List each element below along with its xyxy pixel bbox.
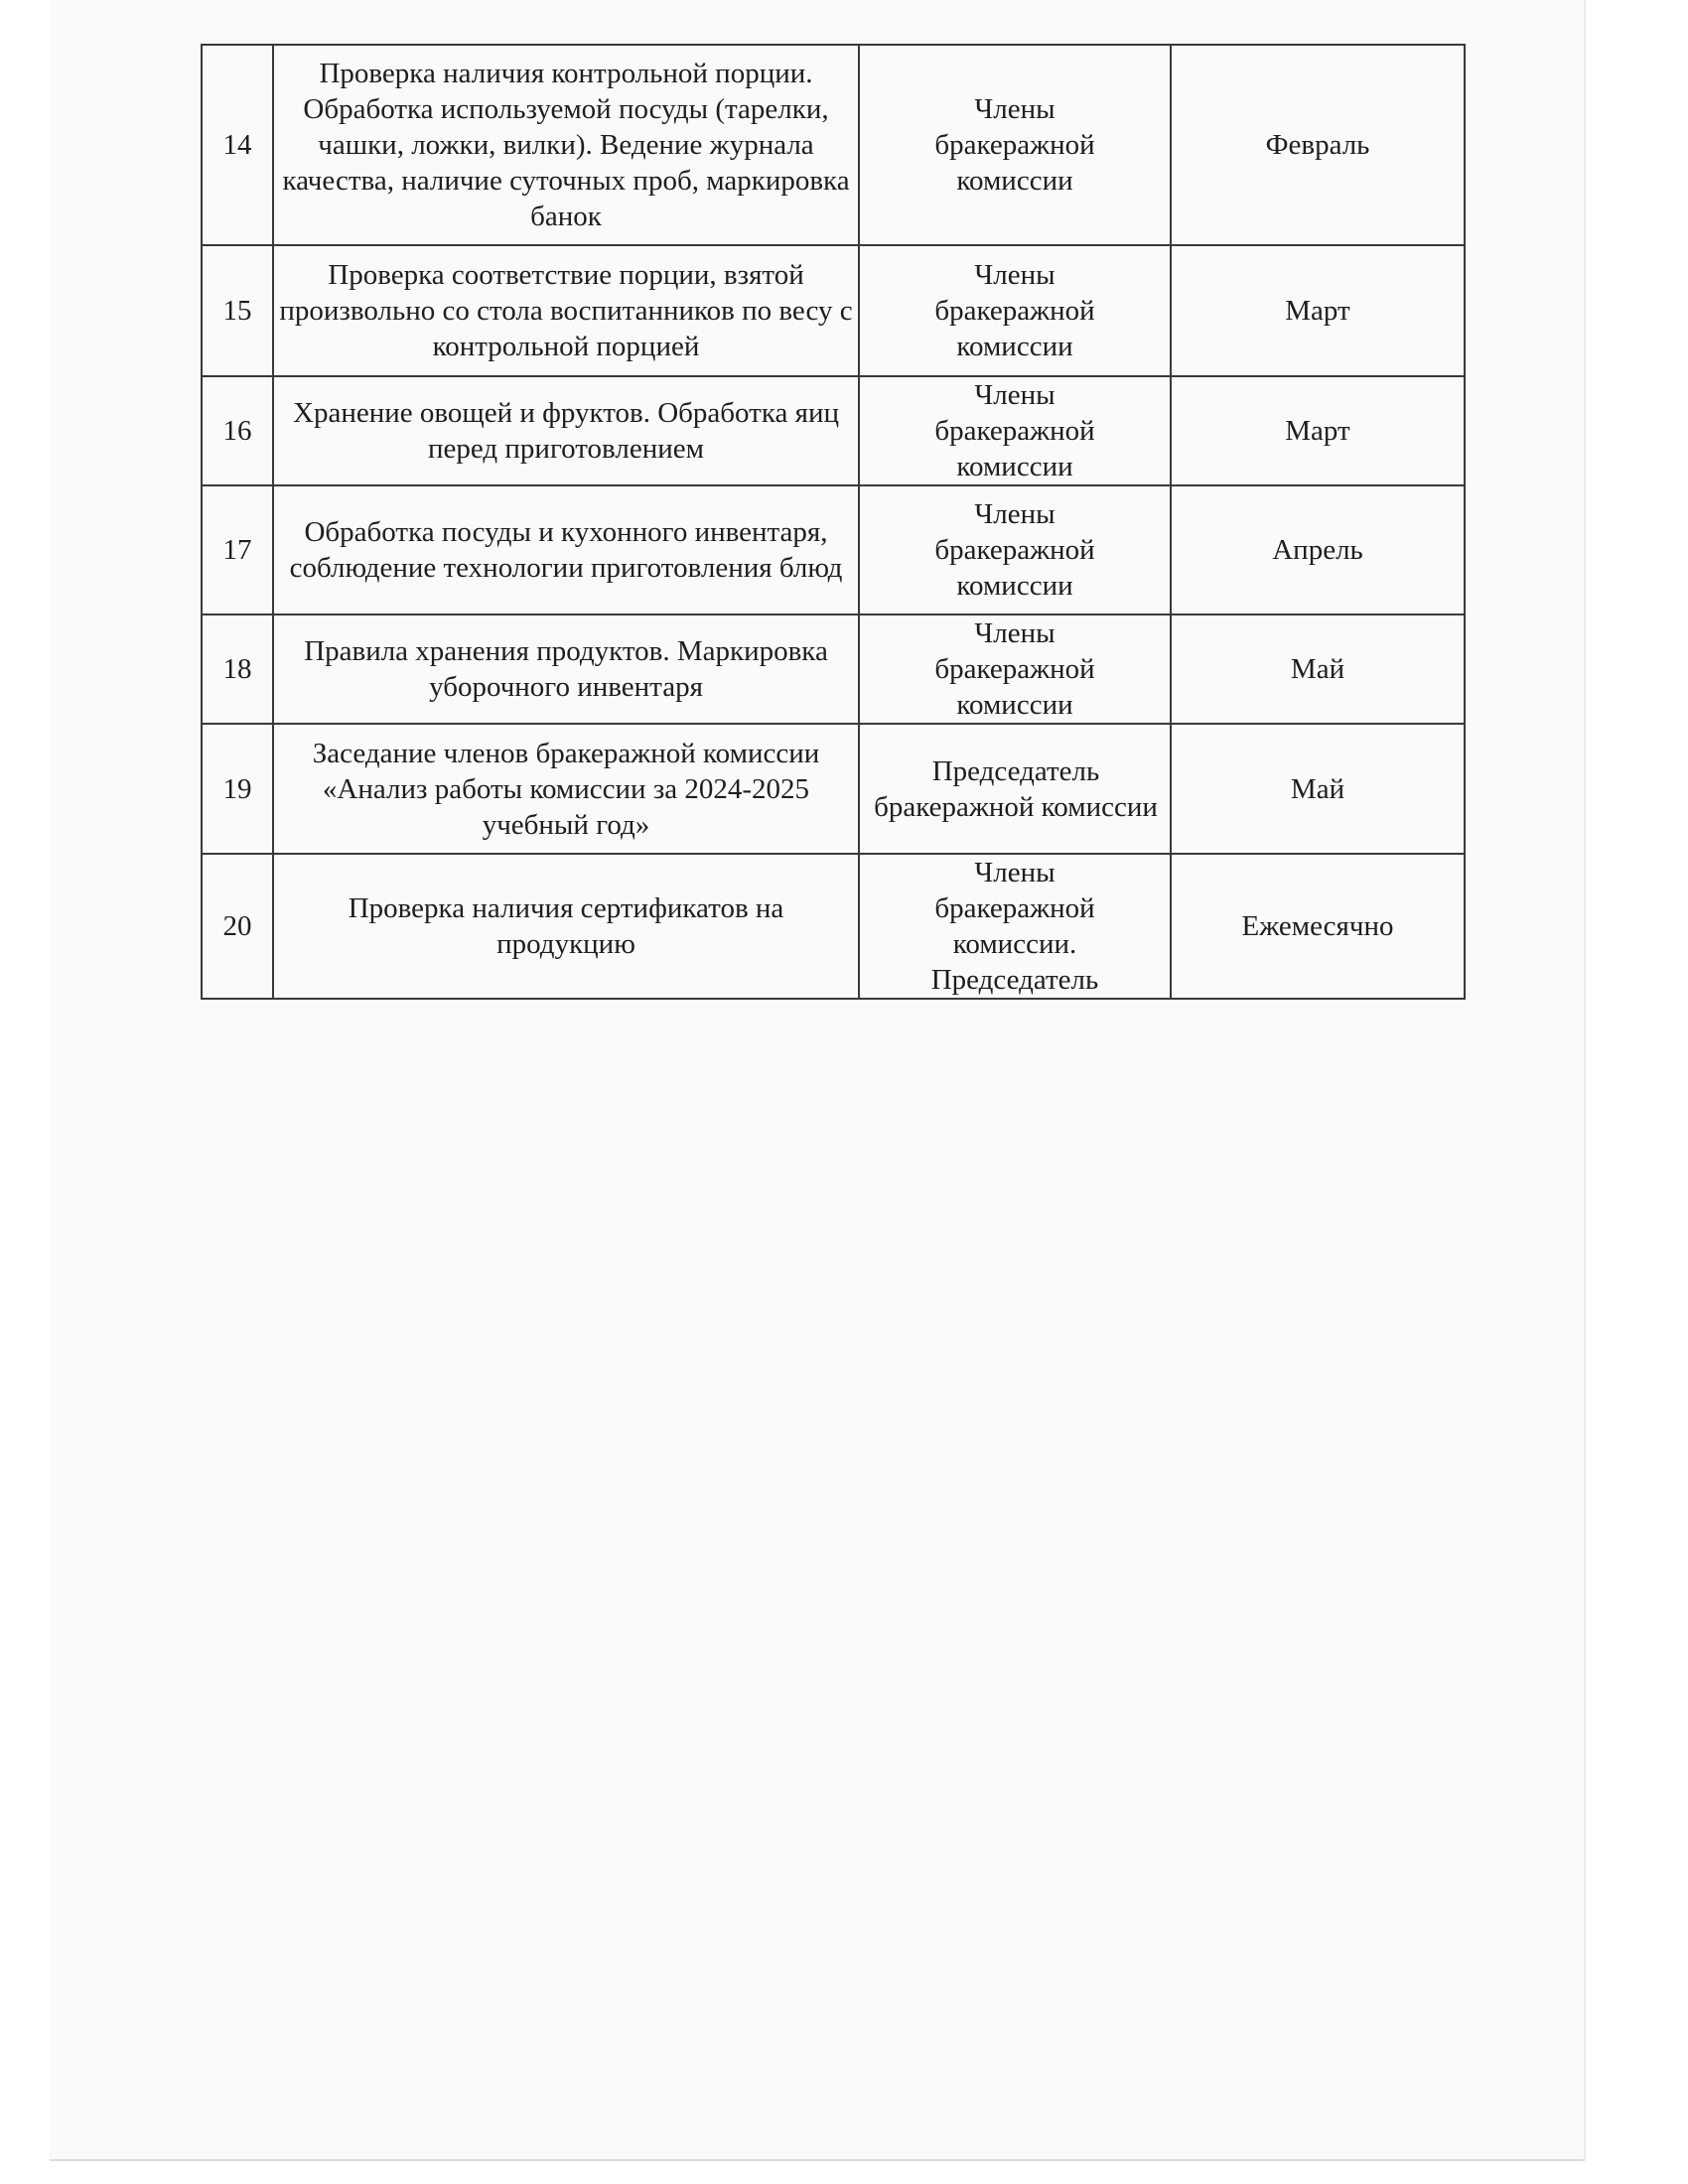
row-number: 14 bbox=[202, 45, 273, 245]
table-row bbox=[202, 45, 1465, 245]
responsible-text: Члены бракеражной комиссии bbox=[934, 259, 1095, 362]
activity-content: Проверка наличия контрольной порции. Обработка используемой посуды (тарелки, чашки, ложки, вилки). Ведение журнала качества, наличие суточных проб, маркировка банок bbox=[273, 45, 859, 245]
responsible-text: Члены бракеражной комиссии bbox=[934, 498, 1095, 602]
table-row bbox=[202, 376, 1465, 485]
table-row bbox=[202, 245, 1465, 376]
responsible-text: Члены бракеражной комиссии bbox=[934, 93, 1095, 197]
table-row bbox=[202, 724, 1465, 854]
activity-content: Обработка посуды и кухонного инвентаря, соблюдение технологии приготовления блюд bbox=[273, 485, 859, 614]
table-row bbox=[202, 854, 1465, 999]
responsible-cell bbox=[859, 724, 1171, 854]
due-date: Февраль bbox=[1171, 45, 1465, 245]
row-number: 19 bbox=[202, 724, 273, 854]
responsible-text: Члены бракеражной комиссии bbox=[934, 617, 1095, 721]
due-date: Апрель bbox=[1171, 485, 1465, 614]
responsible-cell bbox=[859, 854, 1171, 999]
activity-plan-table bbox=[201, 44, 1466, 1000]
due-date: Май bbox=[1171, 614, 1465, 724]
responsible-text: Председатель бракеражной комиссии bbox=[874, 754, 1158, 823]
row-number: 15 bbox=[202, 245, 273, 376]
responsible-cell bbox=[859, 376, 1171, 485]
responsible-text: Члены бракеражной комиссии. Председатель bbox=[930, 857, 1099, 996]
table-row bbox=[202, 485, 1465, 614]
activity-content: Заседание членов бракеражной комиссии «Анализ работы комиссии за 2024-2025 учебный год» bbox=[273, 724, 859, 854]
due-date: Март bbox=[1171, 376, 1465, 485]
page-bottom-edge bbox=[50, 2159, 1584, 2161]
row-number: 16 bbox=[202, 376, 273, 485]
responsible-cell bbox=[859, 485, 1171, 614]
page-right-edge bbox=[1584, 0, 1586, 2161]
activity-content: Правила хранения продуктов. Маркировка уборочного инвентаря bbox=[273, 614, 859, 724]
row-number: 18 bbox=[202, 614, 273, 724]
due-date: Май bbox=[1171, 724, 1465, 854]
activity-content: Хранение овощей и фруктов. Обработка яиц перед приготовлением bbox=[273, 376, 859, 485]
activity-content: Проверка соответствие порции, взятой произвольно со стола воспитанников по весу с контрольной порцией bbox=[273, 245, 859, 376]
due-date: Март bbox=[1171, 245, 1465, 376]
row-number: 17 bbox=[202, 485, 273, 614]
table-row bbox=[202, 614, 1465, 724]
responsible-cell bbox=[859, 45, 1171, 245]
activity-content: Проверка наличия сертификатов на продукцию bbox=[273, 854, 859, 999]
responsible-cell bbox=[859, 245, 1171, 376]
row-number: 20 bbox=[202, 854, 273, 999]
due-date: Ежемесячно bbox=[1171, 854, 1465, 999]
responsible-cell bbox=[859, 614, 1171, 724]
responsible-text: Члены бракеражной комиссии bbox=[934, 379, 1095, 482]
